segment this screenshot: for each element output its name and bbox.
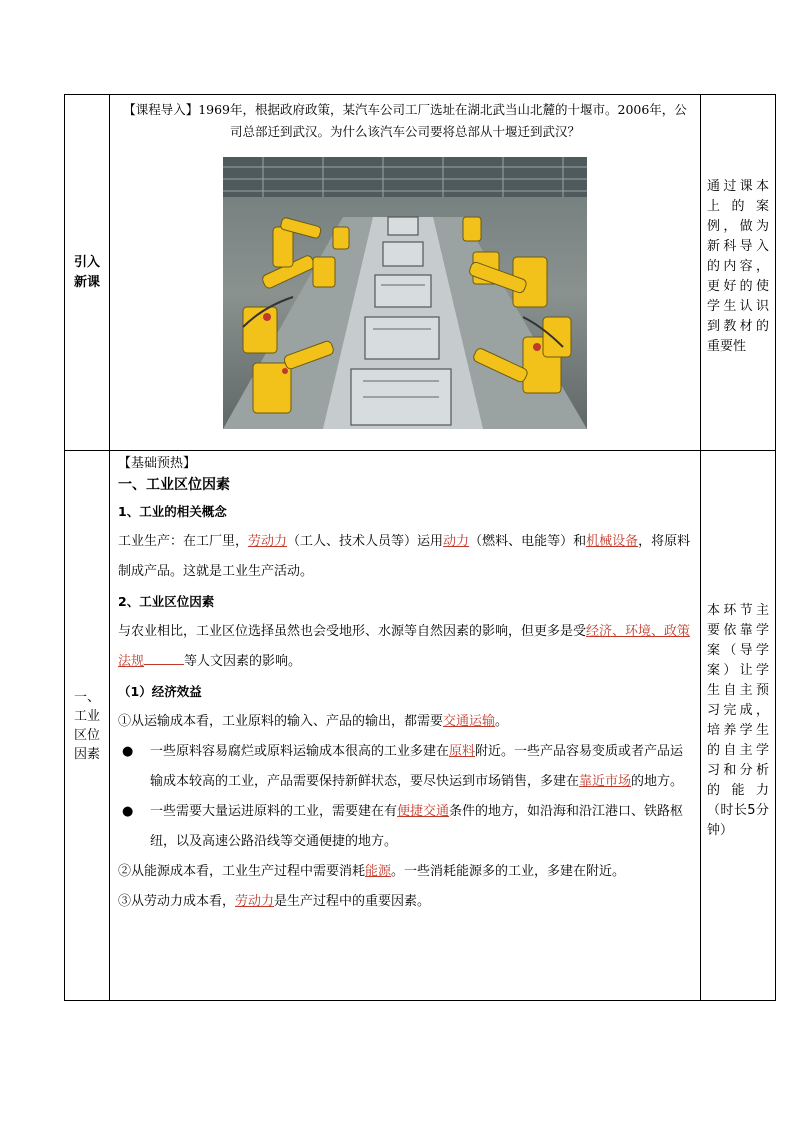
- location-factor-row: [65, 451, 776, 1001]
- subheading-concept: 1、工业的相关概念: [118, 504, 227, 519]
- keyword-convenient-transport: 便捷交通: [397, 804, 450, 819]
- intro-row: [65, 95, 776, 451]
- section-note-cell: [701, 451, 776, 1001]
- assembly-line-photo: [223, 157, 587, 429]
- keyword-energy: 能源: [365, 864, 392, 879]
- bullet-dot: ●: [122, 804, 134, 819]
- labor-paragraph: ③从劳动力成本看，劳动力是生产过程中的重要因素。: [118, 894, 431, 909]
- intro-text: 【课程导入】1969年，根据政府政策，某汽车公司工厂选址在湖北武当山北麓的十堰市。2006年，公司总部迁到武汉。为什么该汽车公司要将总部从十堰迁到武汉？: [123, 102, 687, 139]
- intro-label: 引入新课: [73, 254, 100, 290]
- section-label-number: 一、: [73, 689, 100, 705]
- fill-blank-line: [144, 650, 184, 665]
- energy-paragraph: ②从能源成本看，工业生产过程中需要消耗能源。一些消耗能源多的工业，多建在附近。: [118, 864, 626, 879]
- keyword-labor-force: 劳动力: [235, 894, 275, 909]
- keyword-near-market: 靠近市场: [579, 774, 632, 789]
- intro-label-cell: [65, 95, 110, 451]
- intro-content-cell: [110, 95, 701, 451]
- bullet-raw-material: ● 一些原料容易腐烂或原料运输成本很高的工业多建在原料附近。一些产品容易变质或者产品运输成本较高的工业，产品需要保持新鲜状态，要尽快运到市场销售，多建在靠近市场的地方。: [118, 737, 692, 797]
- concept-paragraph: 工业生产：在工厂里，劳动力（工人、技术人员等）运用动力（燃料、电能等）和机械设备，将原料制成产品。这就是工业生产活动。: [118, 534, 691, 579]
- lesson-plan-table: [64, 94, 776, 1001]
- factor-paragraph: 与农业相比，工业区位选择虽然也会受地形、水源等自然因素的影响，但更多是受经济、环境、政策法规 等人文因素的影响。: [118, 624, 691, 669]
- section-label-title: 工业区位因素: [73, 708, 100, 762]
- section-label-cell: [65, 451, 110, 1001]
- keyword-human-factors: 经济、环境、政策法规: [118, 624, 691, 669]
- keyword-machinery: 机械设备: [586, 534, 639, 549]
- bullet-dot: ●: [122, 744, 134, 759]
- keyword-labor: 劳动力: [248, 534, 288, 549]
- subheading-economic: （1）经济效益: [118, 684, 202, 699]
- intro-note: 通过课本上的案例，做为新科导入的内容，更好的使学生认识到教材的重要性: [707, 179, 769, 354]
- subheading-factors: 2、工业区位因素: [118, 594, 215, 609]
- transport-paragraph: ①从运输成本看，工业原料的输入、产品的输出，都需要交通运输。: [118, 714, 509, 729]
- bullet-convenient-transport: ● 一些需要大量运进原料的工业，需要建在有便捷交通条件的地方，如沿海和沿江港口、铁路枢纽，以及高速公路沿线等交通便捷的地方。: [118, 797, 692, 857]
- keyword-raw-material: 原料: [449, 744, 476, 759]
- section-heading: 一、工业区位因素: [118, 477, 230, 493]
- section-note: 本环节主要依靠学案（导学案）让学生自主预习完成，培养学生的自主学习和分析的能力（时长5分钟）: [707, 603, 769, 838]
- keyword-power: 动力: [443, 534, 470, 549]
- preheat-heading: 【基础预热】: [118, 456, 197, 471]
- intro-note-cell: [701, 95, 776, 451]
- section-content-cell: [110, 451, 701, 1001]
- keyword-transport: 交通运输: [443, 714, 496, 729]
